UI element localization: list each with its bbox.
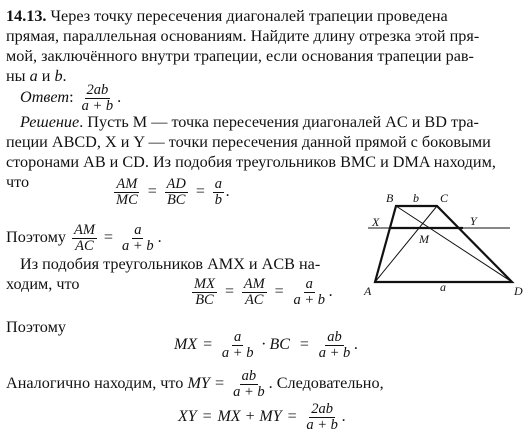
- lhs: XY: [178, 408, 197, 426]
- lhs: MY: [187, 374, 210, 392]
- problem-number: 14.13.: [6, 7, 47, 25]
- problem-text-1: Через точку пересечения диагоналей трапеции проведена: [50, 7, 448, 25]
- eq-sign: =: [298, 336, 310, 354]
- trapezoid-figure: [360, 185, 525, 297]
- eq-sign: =: [201, 408, 213, 426]
- den: a + b: [81, 97, 114, 114]
- label-b-vertex: B: [386, 191, 394, 205]
- text: .: [225, 183, 230, 201]
- num: AD: [166, 176, 186, 192]
- solution-line-2: пеции ABCD, X и Y — точки пересечения данной прямой с боковыми: [6, 133, 491, 151]
- mid: · BC: [257, 336, 294, 354]
- den: a + b: [122, 237, 154, 254]
- label-x: X: [372, 215, 380, 229]
- den: a + b: [233, 383, 265, 400]
- label-a-length: a: [440, 280, 446, 294]
- equation-6: [178, 402, 346, 433]
- label-d-vertex: D: [514, 284, 523, 297]
- den: b: [214, 192, 222, 208]
- label-b-length: b: [413, 191, 419, 205]
- answer-line: [20, 82, 121, 114]
- text: Поэтому: [6, 228, 66, 246]
- text: .: [157, 228, 162, 246]
- label-y: Y: [470, 214, 477, 228]
- label-m: M: [419, 232, 429, 246]
- text: .: [329, 283, 334, 301]
- den: AC: [244, 292, 264, 308]
- den: a + b: [221, 345, 254, 361]
- num: MX: [194, 276, 215, 292]
- var-b: b: [54, 67, 63, 85]
- den: MC: [116, 192, 138, 208]
- text: .: [117, 88, 122, 106]
- mid: MX + MY: [217, 408, 282, 426]
- equation-1: [112, 177, 230, 208]
- problem-line-2: прямая, параллельная основаниям. Найдите длину отрезка этой пря-: [6, 27, 480, 45]
- eq-sign: =: [286, 408, 298, 426]
- diagonal-bd: [396, 206, 512, 282]
- equation-3: [190, 277, 333, 308]
- problem-line-3: мой, заключённого внутри трапеции, если основания трапеции рав-: [6, 47, 474, 65]
- eq-sign: =: [202, 336, 213, 354]
- text: и: [37, 67, 55, 85]
- answer-label: Ответ: [20, 88, 70, 106]
- solution-label: Решение: [20, 113, 80, 131]
- num: ab: [241, 367, 257, 384]
- den: a + b: [318, 345, 351, 361]
- eq-sign: =: [273, 283, 285, 301]
- lhs: MX: [174, 336, 198, 354]
- den: AC: [75, 237, 94, 254]
- text: .: [341, 408, 346, 426]
- num: a: [214, 176, 222, 192]
- den: a + b: [293, 292, 326, 308]
- answer-fraction: [80, 83, 116, 114]
- num: ab: [327, 329, 342, 345]
- text: Аналогично находим, что: [6, 374, 188, 392]
- num: a: [234, 329, 242, 345]
- eq-sign: =: [223, 283, 235, 301]
- text: :: [69, 88, 74, 106]
- text: .: [62, 67, 67, 85]
- num: a: [134, 221, 142, 238]
- num: AM: [73, 221, 95, 238]
- trapezoid-outline: [375, 206, 512, 282]
- eq-sign: =: [194, 183, 206, 201]
- equation-4: [174, 330, 358, 361]
- problem-line-1: [6, 6, 448, 26]
- num: 2ab: [311, 401, 334, 417]
- num: AM: [243, 276, 265, 292]
- text: . Следовательно,: [268, 374, 384, 392]
- den: BC: [166, 192, 186, 208]
- var-a: a: [29, 67, 38, 85]
- den: a + b: [306, 417, 338, 433]
- label-c-vertex: C: [440, 191, 449, 205]
- eq-sign: =: [103, 228, 114, 246]
- eq-sign: =: [146, 183, 158, 201]
- text: . Пусть M — точка пересечения диагоналей AC и BD тра-: [79, 113, 479, 131]
- solution-line-3: сторонами AB и CD. Из подобия треугольников BMC и DMA находим,: [6, 153, 496, 171]
- solution-line-5: [6, 222, 162, 254]
- num: a: [305, 276, 313, 292]
- text: ны: [6, 67, 30, 85]
- num: AM: [116, 176, 138, 192]
- num: 2ab: [86, 81, 109, 98]
- solution-line-1: [20, 112, 479, 132]
- label-a-vertex: A: [364, 284, 372, 297]
- solution-line-4: что: [6, 173, 30, 191]
- eq-sign: =: [214, 374, 225, 392]
- solution-line-9: [6, 368, 384, 400]
- solution-line-7: ходим, что: [6, 275, 80, 293]
- solution-line-6: Из подобия треугольников AMX и ACB на-: [20, 255, 321, 273]
- den: BC: [195, 292, 214, 308]
- solution-line-8: Поэтому: [6, 318, 66, 336]
- text: .: [354, 336, 359, 354]
